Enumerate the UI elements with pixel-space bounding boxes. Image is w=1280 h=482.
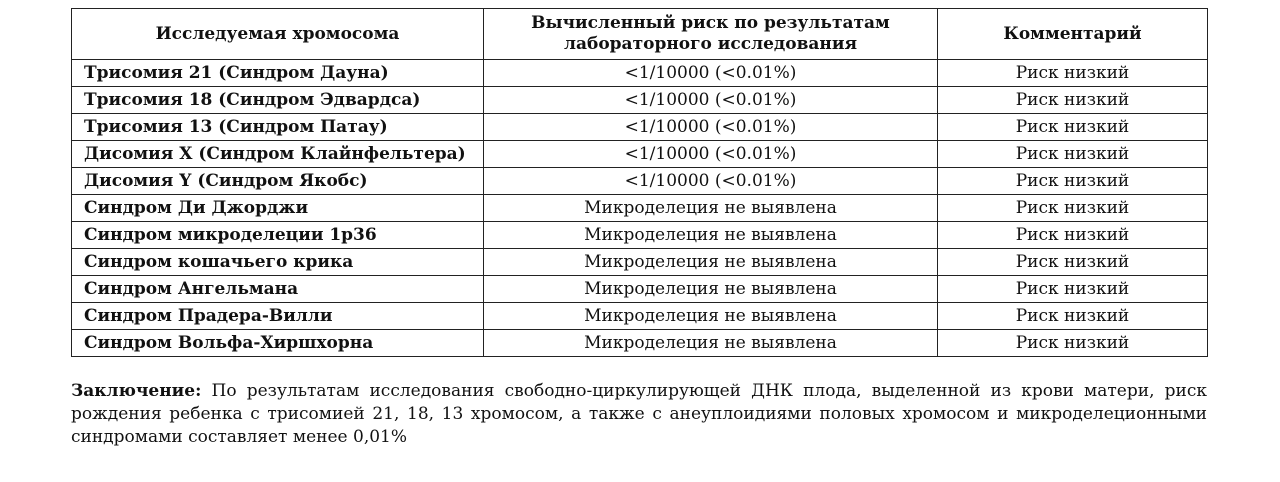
row-chromosome-cell: Синдром Ди Джорджи	[72, 195, 484, 222]
row-chromosome-cell: Трисомия 18 (Синдром Эдвардса)	[72, 87, 484, 114]
row-chromosome-cell: Дисомия X (Синдром Клайнфельтера)	[72, 141, 484, 168]
row-risk-cell: Микроделеция не выявлена	[484, 303, 938, 330]
row-chromosome-cell: Трисомия 13 (Синдром Патау)	[72, 114, 484, 141]
conclusion-label: Заключение:	[71, 381, 202, 401]
row-comment-cell: Риск низкий	[938, 195, 1208, 222]
table-row	[72, 222, 1208, 249]
row-comment-cell: Риск низкий	[938, 87, 1208, 114]
row-comment-cell: Риск низкий	[938, 249, 1208, 276]
table-row	[72, 303, 1208, 330]
table-row	[72, 60, 1208, 87]
header-chromosome: Исследуемая хромосома	[72, 9, 484, 60]
table-row	[72, 195, 1208, 222]
results-table	[71, 8, 1208, 357]
table-row	[72, 249, 1208, 276]
row-comment-cell: Риск низкий	[938, 303, 1208, 330]
row-chromosome-cell: Синдром Ангельмана	[72, 276, 484, 303]
table-row	[72, 141, 1208, 168]
row-comment-cell: Риск низкий	[938, 168, 1208, 195]
row-comment-cell: Риск низкий	[938, 222, 1208, 249]
row-risk-cell: <1/10000 (<0.01%)	[484, 87, 938, 114]
row-risk-cell: <1/10000 (<0.01%)	[484, 60, 938, 87]
row-risk-cell: Микроделеция не выявлена	[484, 276, 938, 303]
row-risk-cell: <1/10000 (<0.01%)	[484, 168, 938, 195]
row-comment-cell: Риск низкий	[938, 330, 1208, 357]
row-chromosome-cell: Синдром Прадера-Вилли	[72, 303, 484, 330]
results-table-header	[72, 9, 1208, 60]
row-risk-cell: Микроделеция не выявлена	[484, 330, 938, 357]
table-row	[72, 330, 1208, 357]
conclusion-text: По результатам исследования свободно-циркулирующей ДНК плода, выделенной из крови матери, риск рождения ребенка с трисомией 21, 18, 13 хромосом, а также с анеуплоидиями половых хромосом и микроделеционными синдромами составляет менее 0,01%	[71, 381, 1207, 447]
results-table-body	[72, 60, 1208, 357]
row-chromosome-cell: Синдром кошачьего крика	[72, 249, 484, 276]
header-comment: Комментарий	[938, 9, 1208, 60]
row-risk-cell: <1/10000 (<0.01%)	[484, 114, 938, 141]
table-row	[72, 168, 1208, 195]
header-calculated-risk: Вычисленный риск по результатам лабораторного исследования	[484, 9, 938, 60]
row-chromosome-cell: Синдром микроделеции 1p36	[72, 222, 484, 249]
row-risk-cell: Микроделеция не выявлена	[484, 195, 938, 222]
table-row	[72, 87, 1208, 114]
conclusion-paragraph	[71, 380, 1207, 449]
row-risk-cell: Микроделеция не выявлена	[484, 249, 938, 276]
row-comment-cell: Риск низкий	[938, 60, 1208, 87]
table-row	[72, 114, 1208, 141]
row-chromosome-cell: Трисомия 21 (Синдром Дауна)	[72, 60, 484, 87]
row-risk-cell: <1/10000 (<0.01%)	[484, 141, 938, 168]
row-comment-cell: Риск низкий	[938, 141, 1208, 168]
header-row	[72, 9, 1208, 60]
row-risk-cell: Микроделеция не выявлена	[484, 222, 938, 249]
table-row	[72, 276, 1208, 303]
row-chromosome-cell: Дисомия Y (Синдром Якобс)	[72, 168, 484, 195]
row-comment-cell: Риск низкий	[938, 276, 1208, 303]
row-comment-cell: Риск низкий	[938, 114, 1208, 141]
row-chromosome-cell: Синдром Вольфа-Хиршхорна	[72, 330, 484, 357]
